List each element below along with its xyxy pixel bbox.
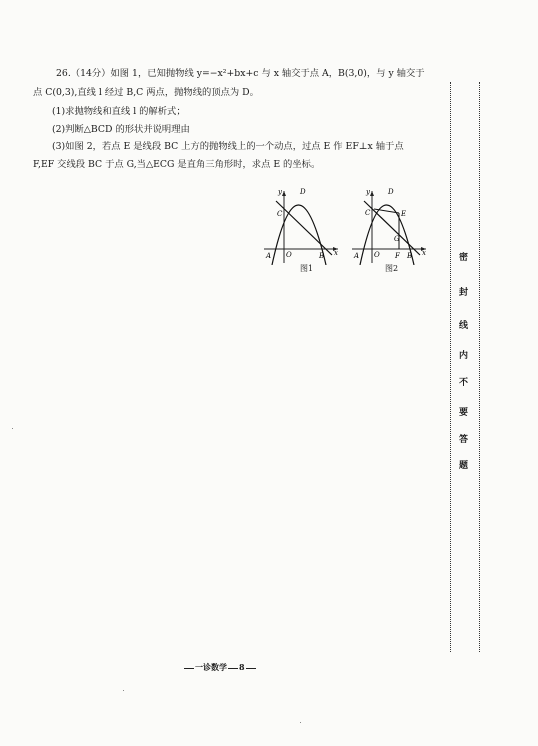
binding-line-left <box>450 82 451 652</box>
question-part-1: (1)求抛物线和直线 l 的解析式； <box>52 106 186 117</box>
label-C: C <box>277 210 283 218</box>
question-line-1: 26.（14分）如图 1，已知抛物线 y=−x²+bx+c 与 x 轴交于点 A，B(3,0)，与 y 轴交于 <box>56 68 425 79</box>
figure-2-caption: 图2 <box>385 264 399 273</box>
footer-page-number: 8 <box>239 662 245 672</box>
label-x: x <box>422 249 426 257</box>
label-C: C <box>365 209 371 217</box>
question-part-2: (2)判断△BCD 的形状并说明理由 <box>52 124 190 135</box>
label-G: G <box>394 235 400 243</box>
label-D: D <box>300 188 306 196</box>
figure-2 <box>350 185 430 265</box>
question-line-2: 点 C(0,3),直线 l 经过 B,C 两点，抛物线的顶点为 D。 <box>33 87 259 98</box>
label-A: A <box>266 252 272 260</box>
label-y: y <box>366 188 370 196</box>
binding-char-5: 不 <box>459 378 469 388</box>
figure-1 <box>262 185 342 265</box>
binding-char-2: 封 <box>459 288 469 298</box>
label-x: x <box>334 249 338 257</box>
footer-subject: 一诊数学 <box>195 662 227 672</box>
label-A: A <box>354 252 360 260</box>
binding-char-3: 线 <box>459 321 469 331</box>
binding-char-8: 题 <box>459 461 469 471</box>
question-part-3-line-2: F,EF 交线段 BC 于点 G,当△ECG 是直角三角形时，求点 E 的坐标。 <box>33 159 321 170</box>
question-part-3-line-1: (3)如图 2，若点 E 是线段 BC 上方的抛物线上的一个动点，过点 E 作 EF⊥x 轴于点 <box>52 141 404 152</box>
page-footer <box>183 662 257 673</box>
binding-char-4: 内 <box>459 351 469 361</box>
label-y: y <box>278 188 282 196</box>
label-D: D <box>388 188 394 196</box>
label-B: B <box>407 252 413 260</box>
figure-1-caption: 图1 <box>300 264 314 273</box>
label-E: E <box>401 210 407 218</box>
binding-char-1: 密 <box>459 253 469 263</box>
binding-line-right <box>479 82 480 652</box>
binding-char-6: 要 <box>459 408 469 418</box>
binding-char-7: 答 <box>459 435 469 445</box>
label-O: O <box>286 251 292 259</box>
label-B: B <box>319 252 325 260</box>
label-F: F <box>395 252 400 260</box>
label-O: O <box>374 251 380 259</box>
